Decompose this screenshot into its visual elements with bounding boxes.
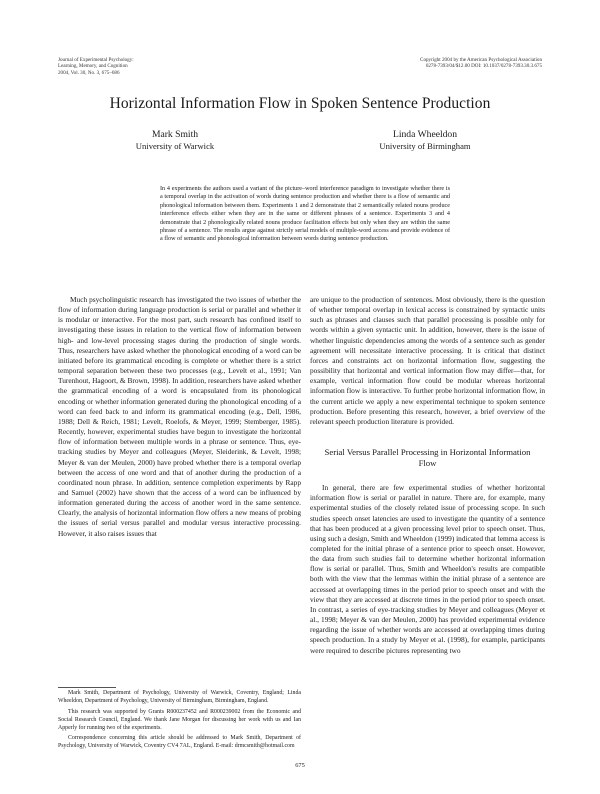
author-affiliation: University of Warwick [135,140,215,151]
abstract: In 4 experiments the authors used a variant of the picture–word interference paradigm to investigate whether there is a temporal overlap in the activation of words during sentence production and whether there is a flow of semantic and phonological information between them. Experiments 1 and 2 demonstrate that 2 semantically related nouns produce interference effects either when they are in the same or different phrases of a sentence. Experiments 3 and 4 demonstrate that 2 phonologically related nouns produce facilitation effects but only when they are within the same phrase of a sentence. The results argue against strictly serial models of multiple-word access and provide evidence of a flow of semantic and phonological information between words during sentence production. [160,186,450,243]
body-paragraph: Much psycholinguistic research has investigated the two issues of whether the flow of information during language production is serial or parallel and whether it is modular or interactive. For the most part, such research has confined itself to investigating these issues in relation to the vertical flow of information between high- and low-level processing stages during the production of single words. Thus, researchers have asked whether the phonological encoding of a word can be initiated before its grammatical encoding is complete or whether there is a strict temporal separation between these two processes (e.g., Levelt et al., 1991; Van Turenhout, Hagoort, & Brown, 1998). In addition, researchers have asked whether the grammatical encoding of a word is encapsulated from its phonological encoding or whether information generated during the phonological encoding of a word can feed back to and inform its grammatical encoding (e.g., Dell, 1986, 1988; Dell & Reich, 1981; Levelt, Roelofs, & Meyer, 1999; Stemberger, 1985). Recently, however, experimental studies have begun to investigate the horizontal flow of information between multiple words in a phrase or sentence. Thus, eye-tracking studies by Meyer and colleagues (Meyer, Sleiderink, & Levelt, 1998; Meyer & van der Meulen, 2000) have probed whether there is a temporal overlap between the access of one word and that of another during the production of a coordinated noun phrase. In addition, sentence completion experiments by Rapp and Samuel (2002) have shown that the access of a word can be influenced by information generated during the access of another word in the same sentence. Clearly, the analysis of horizontal information flow offers a new means of probing the issues of serial versus parallel and modular versus interactive processing. However, it also raises issues that [58,295,301,538]
section-heading: Serial Versus Parallel Processing in Horizontal Information Flow [324,447,531,469]
body-paragraph: In general, there are few experimental studies of whether horizontal information flow is serial or parallel in nature. There are, for example, many experimental studies of the closely related issue of processing scope. In such studies speech onset latencies are used to investigate the quantity of a sentence that has been produced at a given processing level prior to speech onset. Thus, using such a design, Smith and Wheeldon (1999) indicated that lemma access is completed for the initial phrase of a sentence prior to speech onset. However, the data from such studies fail to determine whether horizontal information flow is serial or parallel. Thus, Smith and Wheeldon's results are compatible both with the view that the lemmas within the initial phrase of a sentence are accessed at overlapping times in the period prior to speech onset and with the view that they are accessed at discrete times in the period prior to speech onset. In contrast, a series of eye-tracking studies by Meyer and colleagues (Meyer et al., 1998; Meyer & van der Meulen, 2000) has provided experimental evidence regarding the issue of whether words are accessed at overlapping times during speech production. In a study by Meyer et al. (1998), for example, participants were required to describe pictures representing two [310,483,546,655]
doi-line: 0278-7393/04/$12.00 DOI: 10.1037/0278-7393.30.3.675 [425,63,542,70]
author-affiliation: University of Birmingham [379,140,471,151]
journal-citation [58,57,134,76]
body-paragraph: are unique to the production of sentences. Most obviously, there is the question of whether temporal overlap in lexical access is constrained by syntactic units such as phrases and clauses such that parallel processing is possible only for words within a given syntactic unit. In addition, however, there is the issue of whether linguistic dependencies among the words of a sentence such as gender agreement will necessitate interactive processing. It is critical that distinct forces and constraints act on horizontal information flow, suggesting the possibility that horizontal and vertical information flow may differ—that, for example, vertical information flow could be modular whereas horizontal information flow is interactive. To further probe horizontal information flow, in the current article we apply a new experimental technique to spoken sentence production. Before presenting this research, however, a brief overview of the relevant speech production literature is provided. [310,295,545,426]
page-number: 675 [295,762,305,769]
footnote-paragraph: Mark Smith, Department of Psychology, University of Warwick, Coventry, England; Linda Wheeldon, Department of Psychology, University of Birmingham, Birmingham, England. [58,690,301,705]
footnote-paragraph: This research was supported by Grants R000237452 and R000239002 from the Economic and Social Research Council, England. We thank Jane Morgan for discussing her work with us and Ian Apperly for running two of the experiments. [58,708,301,731]
copyright-notice [420,57,542,70]
author-name: Linda Wheeldon [392,129,458,140]
article-title: Horizontal Information Flow in Spoken Sentence Production [109,95,491,112]
author-block [95,130,255,152]
author-note [58,689,301,753]
journal-citation-line: Learning, Memory, and Cognition [58,63,128,70]
body-column-right [310,295,545,656]
author-block [345,130,505,152]
journal-citation-line: Journal of Experimental Psychology: [58,57,134,63]
body-column-left [58,295,301,539]
footnote-divider [58,687,116,688]
copyright-line: Copyright 2004 by the American Psychological Association [420,57,542,63]
author-name: Mark Smith [151,129,199,140]
journal-citation-line: 2004, Vol. 30, No. 3, 675–686 [58,69,120,76]
footnote-paragraph: Correspondence concerning this article should be addressed to Mark Smith, Department of Psychology, University of Warwick, Coventry CV4 7AL, England. E-mail: drmcsmith@hotmail.com [58,735,301,750]
